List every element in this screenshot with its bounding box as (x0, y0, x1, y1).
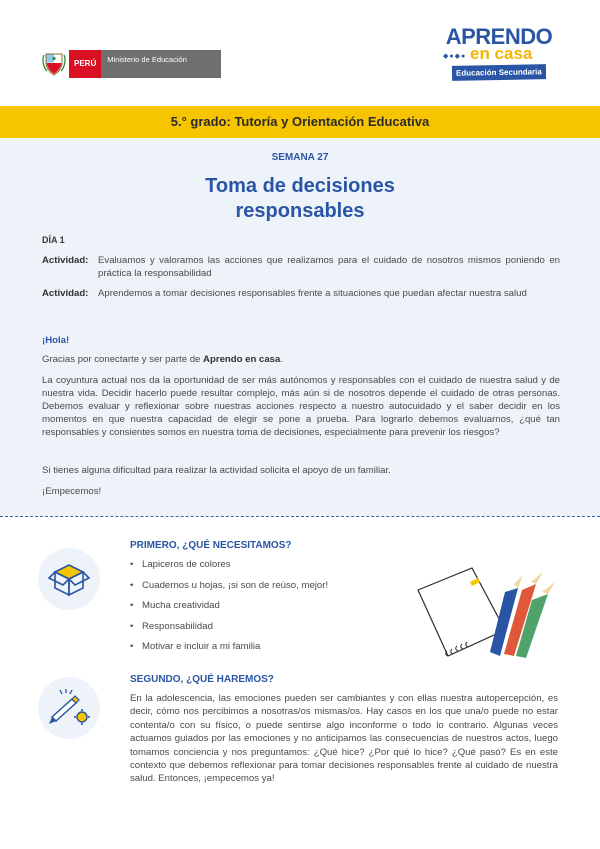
day-label: DÍA 1 (42, 235, 65, 245)
title-line-1: Toma de decisiones (205, 175, 395, 197)
brand-title: APRENDO (445, 24, 553, 49)
thanks-bold: Aprendo en casa (203, 354, 281, 365)
notebook-pencils-illustration (410, 560, 560, 660)
intro-paragraph: La coyuntura actual nos da la oportunidad de ser más autónomos y responsables con el cuidado de nuestra salud y de nuestra vida. Decidir hacerlo puede resultar complejo, más aún si de nosotros depende el cuidado de otras personas. Debemos evaluar y reflexionar sobre nuestras acciones respecto a nuestro autocuidado y el saber decidir en los momentos en que nuestra capacidad de elegir se pone a prueba. Para lograrlo debemos evaluarnos, ¿qué tan responsables y consientes somos en nuestra toma de decisiones, especialmente para prevenir los riesgos? (42, 375, 560, 438)
materials-list (130, 558, 328, 661)
header (0, 0, 600, 105)
activity-2 (42, 288, 560, 301)
activity-label: Actividad: (42, 255, 89, 266)
pencil-gear-icon (38, 677, 100, 739)
activity-text: Evaluamos y valoramos las acciones que realizamos para el cuidado de nosotros mismos poniendo en práctica la responsabilidad (98, 255, 560, 279)
ministry-label: Ministerio de Educación (101, 50, 221, 78)
title-line-2: responsables (235, 200, 365, 222)
section-2-text: En la adolescencia, las emociones pueden ser cambiantes y con ellas nuestra autopercepción, es decir, cómo nos percibimos a nosotras/os mismas/os. Hay casos en los que una/o puede no estar contenta/o con su físico, o puede sentirse algo inconforme o todo lo contrario. Algunas veces actuamos guiados por las emociones y no anticipamos las consecuencias de nuestros actos, luego tomamos conciencia y nos preguntamos: ¿Qué hice? ¿Por qué lo hice? ¿Qué pasó? Es en este contexto que debemos reflexionar para tomar decisiones responsables frente al cuidado de nuestra salud. Entonces, ¡empecemos ya! (130, 693, 558, 785)
brand-badge: Educación Secundaria (452, 64, 546, 81)
greeting: ¡Hola! (42, 335, 70, 346)
aprendo-en-casa-logo (440, 26, 558, 80)
thanks-text: Gracias por conectarte y ser parte de (42, 354, 204, 365)
week-label: SEMANA 27 (271, 152, 329, 163)
list-item: • Lapiceros de colores (130, 558, 328, 579)
thanks-end: . (280, 354, 284, 365)
section-2-title: SEGUNDO, ¿QUÉ HAREMOS? (130, 674, 274, 685)
section-1-title: PRIMERO, ¿QUÉ NECESITAMOS? (130, 540, 292, 551)
activity-text: Aprendemos a tomar decisiones responsables frente a situaciones que puedan afectar nuestra salud (98, 288, 527, 299)
help-paragraph: Si tienes alguna dificultad para realizar la actividad solicita el apoyo de un familiar. (42, 465, 391, 476)
ministry-logo (42, 50, 221, 78)
grade-bar: 5.° grado: Tutoría y Orientación Educativa (0, 106, 600, 138)
list-item: • Motivar e incluir a mi familia (130, 640, 328, 661)
brand-sub: en casa (470, 44, 533, 63)
country-label: PERÚ (69, 50, 101, 78)
pencil-gear-icon-circle (38, 677, 100, 739)
activity-label: Actividad: (42, 288, 89, 299)
list-item: • Mucha creatividad (130, 599, 328, 620)
activity-1 (42, 255, 560, 280)
start-text: ¡Empecemos! (42, 486, 102, 497)
list-item: • Cuadernos u hojas, ¡si son de reúso, mejor! (130, 579, 328, 600)
thanks-paragraph (42, 353, 560, 366)
box-icon-circle (38, 548, 100, 610)
box-icon (38, 548, 100, 610)
divider (0, 516, 600, 517)
page-title (0, 174, 600, 224)
shield-icon (42, 51, 66, 77)
brand-dots-icon: ◆●◆● (443, 53, 467, 60)
list-item: • Responsabilidad (130, 620, 328, 641)
